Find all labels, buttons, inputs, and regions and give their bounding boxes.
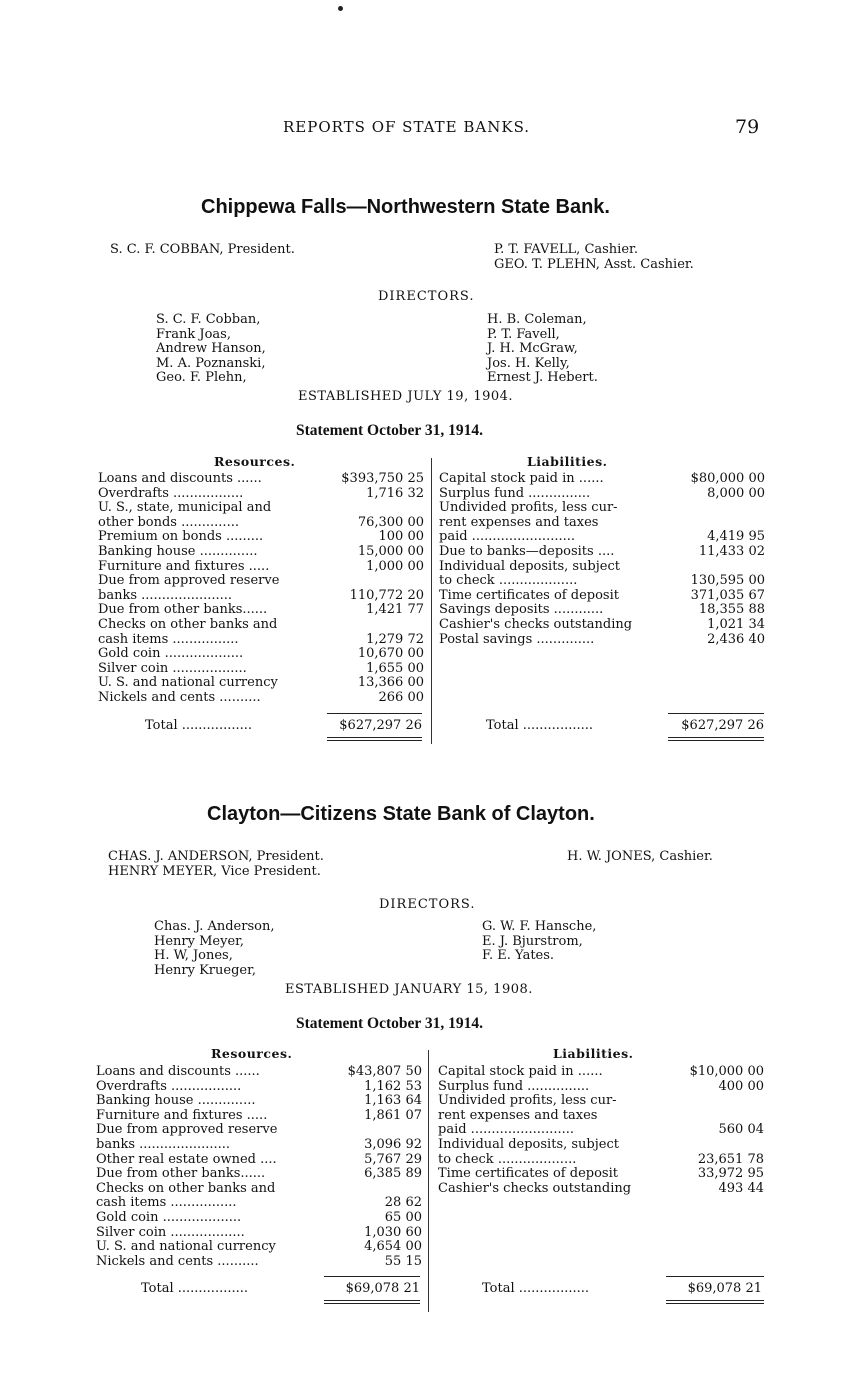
director: Henry Krueger, (154, 962, 257, 978)
ledger-row (438, 1182, 764, 1197)
ledger-row (439, 618, 765, 633)
rule (668, 740, 764, 741)
ledger-row (96, 1226, 422, 1241)
ledger-item-label: banks ...................... (96, 1137, 231, 1152)
ledger-item-amount: 8,000 00 (707, 485, 765, 501)
ledger-item-label: Surplus fund ............... (439, 486, 591, 501)
ledger-item-label: Loans and discounts ...... (96, 1065, 260, 1079)
page-number: 79 (735, 116, 760, 138)
director: Henry Meyer, (154, 933, 245, 949)
ledger-item-label: Due from other banks...... (96, 1167, 266, 1182)
director: J. H. McGraw, (487, 341, 578, 357)
liabilities-header: Liabilities. (553, 1046, 634, 1061)
ledger-row (98, 487, 424, 502)
ledger-row (438, 1065, 764, 1080)
ledger-row (98, 545, 424, 560)
total-label: Total ................. (486, 718, 594, 733)
ledger-item-amount: 10,670 00 (357, 646, 424, 662)
ledger-item-label: Furniture and fixtures ..... (96, 1108, 268, 1123)
ledger-item-label: Individual deposits, subject (439, 559, 620, 574)
ledger-row (96, 1080, 422, 1095)
ledger-item-amount: 1,163 64 (364, 1093, 422, 1109)
ledger-item-amount: 6,385 89 (364, 1166, 422, 1182)
ledger-item-label: Silver coin .................. (98, 661, 247, 676)
ledger-item-amount: 100 00 (378, 529, 424, 545)
ledger-item-label: Due from other banks...... (98, 603, 268, 618)
directors-right (487, 313, 598, 386)
ledger-item-label: Individual deposits, subject (438, 1137, 619, 1152)
bank-title: Chippewa Falls—Northwestern State Bank. (201, 196, 610, 218)
ledger-item-label: Time certificates of deposit (439, 588, 619, 603)
ledger-row (96, 1153, 422, 1168)
ledger-item-amount: 493 44 (718, 1180, 764, 1196)
officers-left (110, 242, 295, 257)
ledger-item-amount: 11,433 02 (698, 543, 765, 559)
ledger-item-label: Silver coin .................. (96, 1225, 245, 1240)
ledger-row (96, 1094, 422, 1109)
bank-title: Clayton—Citizens State Bank of Clayton. (207, 803, 595, 825)
ledger-item-amount: 28 62 (384, 1195, 422, 1211)
ledger-row (439, 633, 765, 648)
ledger-item-amount: 23,651 78 (697, 1151, 764, 1167)
ledger-item-label: Due from approved reserve (98, 574, 280, 589)
ledger-item-amount: 1,861 07 (364, 1107, 422, 1123)
ledger-item-amount: 4,654 00 (364, 1239, 422, 1255)
rule (666, 1276, 764, 1277)
ledger-row (439, 516, 765, 531)
ledger-row (98, 530, 424, 545)
officer: P. T. FAVELL, Cashier. (494, 242, 638, 257)
director: Jos. H. Kelly, (487, 355, 570, 371)
liabilities-table (439, 472, 765, 647)
ledger-row (439, 589, 765, 604)
resources-header: Resources. (211, 1046, 293, 1061)
director: S. C. F. Cobban, (156, 312, 261, 327)
ledger-item-amount: 130,595 00 (690, 573, 765, 589)
ledger-row (98, 472, 424, 487)
rule (324, 1300, 420, 1301)
ledger-row (439, 574, 765, 589)
ink-speck (338, 6, 343, 11)
ledger-row (438, 1094, 764, 1109)
rule (327, 740, 422, 741)
ledger-row (98, 589, 424, 604)
ledger-item-label: Banking house .............. (96, 1094, 256, 1109)
rule (327, 737, 422, 738)
ledger-row (96, 1196, 422, 1211)
ledger-item-label: Surplus fund ............... (438, 1079, 590, 1094)
ledger-item-label: rent expenses and taxes (438, 1108, 598, 1123)
ledger-row (438, 1167, 764, 1182)
ledger-item-amount: 1,716 32 (366, 485, 424, 501)
director: Chas. J. Anderson, (154, 919, 275, 934)
rule (327, 713, 422, 714)
officer: HENRY MEYER, Vice President. (108, 864, 321, 879)
ledger-item-label: to check ................... (439, 574, 578, 589)
ledger-item-label: Banking house .............. (98, 544, 258, 559)
director: G. W. F. Hansche, (482, 919, 597, 934)
ledger-row (96, 1123, 422, 1138)
resources-header: Resources. (214, 454, 296, 469)
column-divider (431, 458, 432, 744)
ledger-row (98, 574, 424, 589)
ledger-item-label: Time certificates of deposit (438, 1167, 618, 1182)
ledger-item-label: Capital stock paid in ...... (438, 1065, 603, 1079)
ledger-row (438, 1123, 764, 1138)
ledger-item-amount: 1,030 60 (364, 1224, 422, 1240)
ledger-row (96, 1167, 422, 1182)
ledger-item-label: Undivided profits, less cur- (438, 1094, 617, 1109)
ledger-row (439, 560, 765, 575)
rule (668, 737, 764, 738)
ledger-row (98, 647, 424, 662)
ledger-item-label: rent expenses and taxes (439, 515, 599, 530)
ledger-item-amount: 65 00 (384, 1209, 422, 1225)
ledger-item-amount: $43,807 50 (347, 1064, 422, 1079)
ledger-item-amount: 4,419 95 (707, 529, 765, 545)
directors-left (154, 920, 274, 978)
ledger-row (438, 1153, 764, 1168)
director: H. B. Coleman, (487, 312, 587, 327)
total-label: Total ................. (482, 1281, 590, 1296)
ledger-item-label: U. S. and national currency (96, 1240, 276, 1255)
ledger-item-amount: 371,035 67 (690, 587, 765, 603)
ledger-item-label: banks ...................... (98, 588, 233, 603)
ledger-item-amount: 1,421 77 (366, 602, 424, 618)
ledger-item-label: to check ................... (438, 1152, 577, 1167)
ledger-item-label: Postal savings .............. (439, 632, 595, 647)
ledger-item-amount: 400 00 (718, 1078, 764, 1094)
officer: GEO. T. PLEHN, Asst. Cashier. (494, 257, 694, 272)
liabilities-header: Liabilities. (527, 454, 608, 469)
director: P. T. Favell, (487, 326, 560, 342)
running-head: REPORTS OF STATE BANKS. (283, 118, 531, 136)
ledger-row (439, 501, 765, 516)
ledger-row (96, 1109, 422, 1124)
ledger-item-label: Due to banks—deposits .... (439, 544, 615, 559)
officers-left (108, 849, 324, 879)
ledger-item-amount: 15,000 00 (357, 543, 424, 559)
director: E. J. Bjurstrom, (482, 933, 583, 949)
ledger-item-label: Nickels and cents .......... (98, 690, 261, 705)
established-date: ESTABLISHED JANUARY 15, 1908. (285, 982, 533, 997)
ledger-item-amount: 13,366 00 (357, 675, 424, 691)
officers-right (567, 849, 713, 864)
ledger-row (439, 545, 765, 560)
ledger-item-label: Cashier's checks outstanding (439, 617, 633, 632)
ledger-item-amount: $80,000 00 (690, 471, 765, 486)
rule (324, 1276, 420, 1277)
directors-left (156, 313, 266, 386)
director: F. E. Yates. (482, 948, 555, 964)
ledger-item-label: Gold coin ................... (98, 647, 244, 662)
ledger-row (96, 1240, 422, 1255)
ledger-row (98, 501, 424, 516)
liabilities-table (438, 1065, 764, 1196)
resources-total: $627,297 26 (339, 718, 422, 733)
ledger-item-label: other bonds .............. (98, 515, 239, 530)
ledger-row (98, 618, 424, 633)
ledger-item-amount: 560 04 (718, 1122, 764, 1138)
ledger-item-amount: 18,355 88 (698, 602, 765, 618)
ledger-item-label: Capital stock paid in ...... (439, 472, 604, 486)
ledger-row (96, 1255, 422, 1270)
ledger-item-label: Premium on bonds ......... (98, 530, 264, 545)
ledger-item-amount: 1,000 00 (366, 558, 424, 574)
column-divider (428, 1050, 429, 1312)
ledger-item-label: Loans and discounts ...... (98, 472, 262, 486)
officer: S. C. F. COBBAN, President. (110, 242, 295, 257)
ledger-item-label: Undivided profits, less cur- (439, 501, 618, 516)
ledger-row (438, 1109, 764, 1124)
rule (666, 1303, 764, 1304)
total-label: Total ................. (145, 718, 253, 733)
ledger-item-amount: 76,300 00 (357, 514, 424, 530)
officer: CHAS. J. ANDERSON, President. (108, 849, 324, 864)
established-date: ESTABLISHED JULY 19, 1904. (298, 389, 514, 404)
ledger-item-label: Nickels and cents .......... (96, 1254, 259, 1269)
ledger-row (439, 603, 765, 618)
ledger-row (98, 560, 424, 575)
ledger-item-amount: 5,767 29 (364, 1151, 422, 1167)
resources-table (96, 1065, 422, 1269)
total-label: Total ................. (141, 1281, 249, 1296)
ledger-row (96, 1138, 422, 1153)
ledger-row (98, 633, 424, 648)
director: H. W, Jones, (154, 948, 233, 964)
ledger-item-label: Cashier's checks outstanding (438, 1181, 632, 1196)
ledger-item-amount: 266 00 (378, 689, 424, 705)
ledger-item-label: Checks on other banks and (98, 617, 278, 632)
ledger-row (439, 530, 765, 545)
director: Frank Joas, (156, 326, 231, 342)
ledger-item-label: U. S. and national currency (98, 676, 278, 691)
director: Geo. F. Plehn, (156, 370, 247, 386)
statement-heading: Statement October 31, 1914. (296, 422, 483, 439)
ledger-item-label: Due from approved reserve (96, 1123, 278, 1138)
ledger-item-label: Savings deposits ............ (439, 603, 604, 618)
ledger-item-label: U. S., state, municipal and (98, 501, 272, 516)
ledger-item-label: Other real estate owned .... (96, 1152, 277, 1167)
resources-total: $69,078 21 (345, 1281, 420, 1296)
ledger-item-label: Overdrafts ................. (98, 486, 244, 501)
ledger-item-label: Furniture and fixtures ..... (98, 559, 270, 574)
rule (668, 713, 764, 714)
director: Ernest J. Hebert. (487, 370, 598, 386)
directors-header: DIRECTORS. (379, 897, 476, 912)
statement-heading: Statement October 31, 1914. (296, 1015, 483, 1032)
ledger-row (98, 603, 424, 618)
liabilities-total: $627,297 26 (681, 718, 764, 733)
ledger-item-amount: 33,972 95 (697, 1166, 764, 1182)
ledger-item-label: cash items ................ (96, 1196, 237, 1211)
ledger-item-amount: 1,162 53 (364, 1078, 422, 1094)
ledger-row (98, 516, 424, 531)
ledger-item-amount: 3,096 92 (364, 1136, 422, 1152)
ledger-row (439, 487, 765, 502)
liabilities-total: $69,078 21 (687, 1281, 762, 1296)
director: Andrew Hanson, (156, 341, 266, 357)
directors-header: DIRECTORS. (378, 289, 475, 304)
ledger-item-label: Checks on other banks and (96, 1181, 276, 1196)
ledger-row (96, 1211, 422, 1226)
rule (324, 1303, 420, 1304)
resources-table (98, 472, 424, 706)
ledger-row (439, 472, 765, 487)
ledger-row (96, 1065, 422, 1080)
ledger-item-amount: $10,000 00 (689, 1064, 764, 1079)
ledger-item-label: Gold coin ................... (96, 1210, 242, 1225)
ledger-item-amount: 55 15 (384, 1253, 422, 1269)
ledger-row (438, 1138, 764, 1153)
ledger-row (98, 691, 424, 706)
ledger-item-amount: 2,436 40 (707, 631, 765, 647)
ledger-item-label: paid ......................... (439, 530, 575, 545)
ledger-item-label: Overdrafts ................. (96, 1079, 242, 1094)
ledger-row (96, 1182, 422, 1197)
director: M. A. Poznanski, (156, 355, 266, 371)
ledger-item-amount: 1,279 72 (366, 631, 424, 647)
ledger-item-amount: 1,021 34 (707, 616, 765, 632)
ledger-item-label: cash items ................ (98, 632, 239, 647)
officer: H. W. JONES, Cashier. (567, 849, 713, 864)
ledger-row (98, 676, 424, 691)
officers-right (494, 242, 694, 272)
ledger-row (438, 1080, 764, 1095)
directors-right (482, 920, 596, 964)
rule (666, 1300, 764, 1301)
ledger-item-amount: $393,750 25 (341, 471, 424, 486)
ledger-item-label: paid ......................... (438, 1123, 574, 1138)
ledger-item-amount: 110,772 20 (349, 587, 424, 603)
ledger-item-amount: 1,655 00 (366, 660, 424, 676)
ledger-row (98, 662, 424, 677)
